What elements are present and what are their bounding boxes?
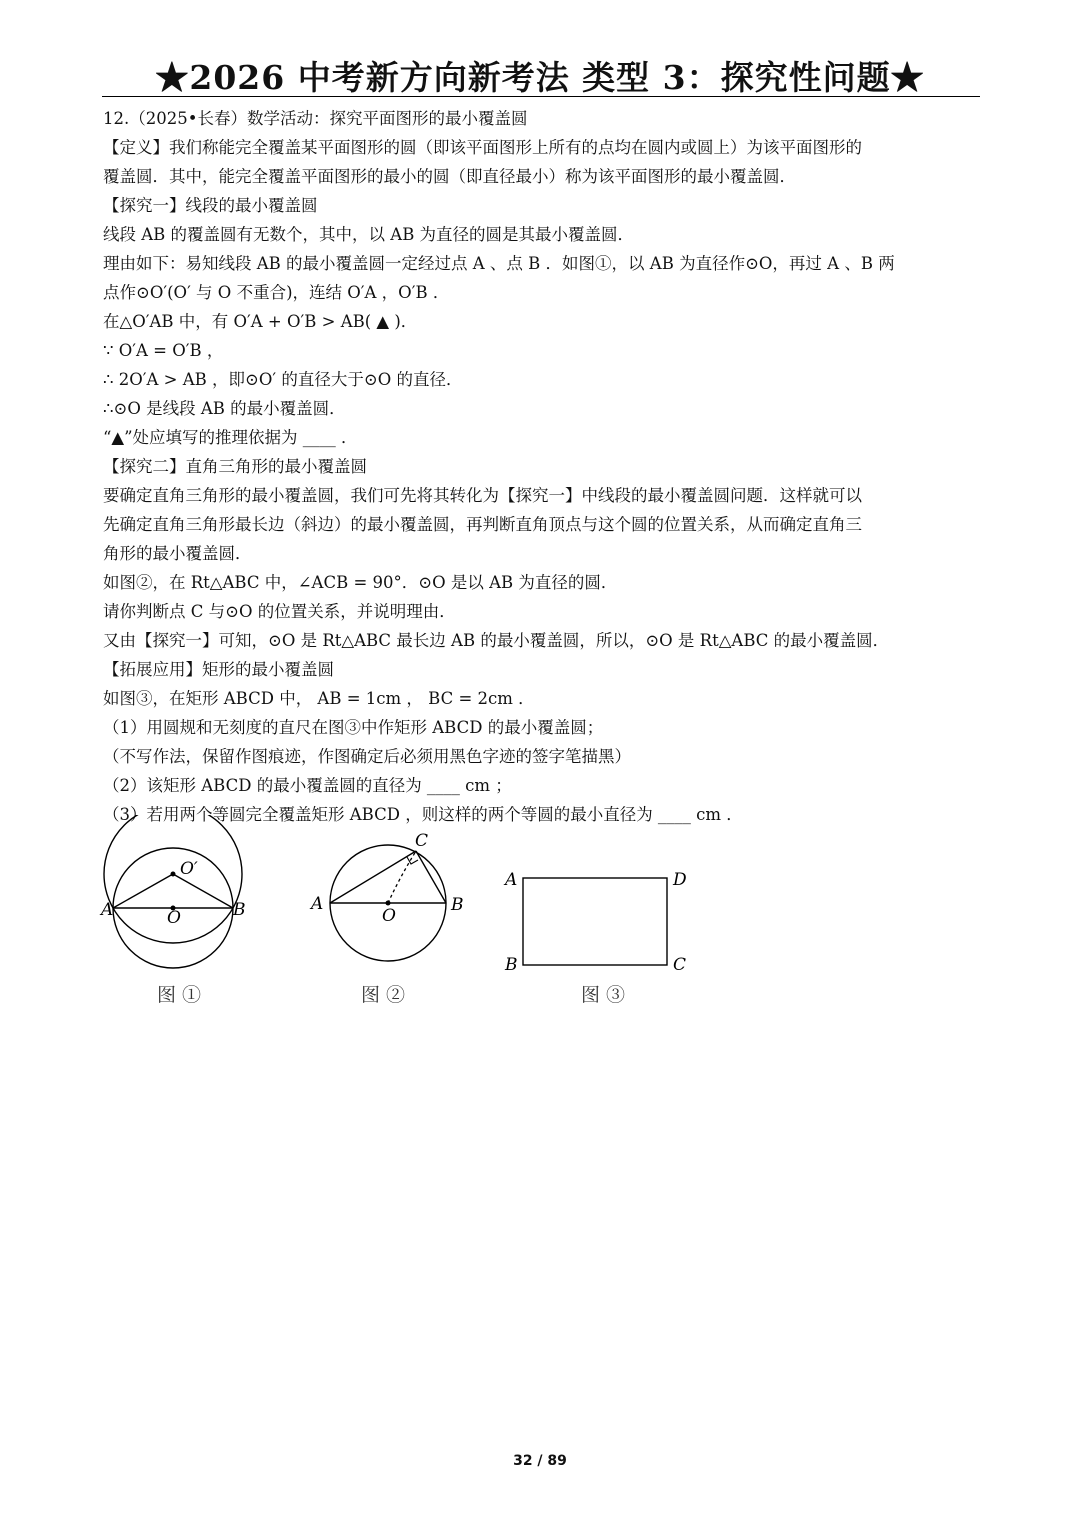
problem-line: （1）用圆规和无刻度的直尺在图③中作矩形 ABCD 的最小覆盖圆； — [103, 718, 604, 737]
figure-2 — [309, 831, 464, 1006]
problem-line: ∴ 2O′A > AB ，即⊙O′ 的直径大于⊙O 的直径． — [103, 370, 463, 389]
header-divider — [102, 96, 980, 97]
problem-line: 先确定直角三角形最长边（斜边）的最小覆盖圆，再判断直角顶点与这个圆的位置关系，从而确定直角三 — [103, 515, 862, 534]
problem-line: ∴⊙O 是线段 AB 的最小覆盖圆． — [103, 399, 346, 418]
problem-line: 角形的最小覆盖圆． — [103, 544, 252, 563]
problem-line: 在△O′AB 中，有 O′A + O′B > AB( ▲ )． — [103, 312, 418, 331]
page-title: ★2026 中考新方向新考法 类型 3：探究性问题★ — [155, 58, 925, 97]
problem-line: 线段 AB 的覆盖圆有无数个，其中，以 AB 为直径的圆是其最小覆盖圆． — [103, 225, 635, 244]
figure-3-caption: 图 ③ — [581, 984, 626, 1006]
problem-line: 【探究二】直角三角形的最小覆盖圆 — [103, 457, 367, 476]
figures — [95, 815, 715, 1015]
problem-line: 请你判断点 C 与⊙O 的位置关系，并说明理由． — [103, 602, 456, 621]
problem-line: 点作⊙O′(O′ 与 O 不重合)，连结 O′A ，O′B ． — [103, 283, 450, 302]
label-b: B — [451, 895, 464, 915]
figure-1 — [99, 815, 246, 1006]
segment-cb — [416, 851, 446, 903]
label-a: A — [505, 870, 518, 890]
problem-line: 【拓展应用】矩形的最小覆盖圆 — [103, 660, 334, 679]
answer-blank-line: （3）若用两个等圆完全覆盖矩形 ABCD ，则这样的两个等圆的最小直径为 ____ cm ． — [103, 805, 743, 824]
problem-line: 要确定直角三角形的最小覆盖圆，我们可先将其转化为【探究一】中线段的最小覆盖圆问题．这样就可以 — [103, 486, 862, 505]
problem-line: 又由【探究一】可知，⊙O 是 Rt△ABC 最长边 AB 的最小覆盖圆，所以，⊙O 是 Rt△ABC 的最小覆盖圆． — [103, 631, 890, 650]
segment-o-prime-b — [173, 874, 233, 908]
label-c: C — [673, 955, 687, 975]
label-o-prime: O′ — [180, 859, 198, 879]
answer-blank-line: （2）该矩形 ABCD 的最小覆盖圆的直径为 ____ cm ； — [103, 776, 512, 795]
answer-blank-line: “▲”处应填写的推理依据为 ____ ． — [103, 428, 358, 447]
figure-1-caption: 图 ① — [157, 984, 202, 1006]
point-o — [386, 901, 391, 906]
label-d: D — [673, 870, 687, 890]
label-a: A — [311, 894, 324, 914]
label-c: C — [415, 831, 429, 851]
label-o: O — [167, 908, 181, 928]
segment-o-prime-a — [113, 874, 173, 908]
page-number: 32 / 89 — [513, 1453, 567, 1469]
problem-line: 理由如下：易知线段 AB 的最小覆盖圆一定经过点 A 、点 B ．如图①，以 AB 为直径作⊙O，再过 A 、B 两 — [103, 254, 895, 273]
rectangle-abcd — [523, 878, 667, 965]
label-a: A — [101, 900, 114, 920]
right-angle-mark — [407, 857, 418, 864]
label-o: O — [382, 906, 396, 926]
problem-line: ∵ O′A = O′B ， — [103, 341, 224, 360]
figure-3 — [503, 870, 687, 1006]
problem-line: 如图②，在 Rt△ABC 中，∠ACB = 90°．⊙O 是以 AB 为直径的圆． — [103, 573, 618, 592]
problem-line: 如图③，在矩形 ABCD 中， AB = 1cm ， BC = 2cm ． — [103, 689, 535, 708]
segment-ac — [330, 851, 416, 903]
label-b: B — [233, 900, 246, 920]
problem-text — [103, 104, 979, 829]
problem-line: （不写作法，保留作图痕迹，作图确定后必须用黑色字迹的签字笔描黑） — [103, 747, 631, 766]
problem-line: 【探究一】线段的最小覆盖圆 — [103, 196, 318, 215]
problem-line: 【定义】我们称能完全覆盖某平面图形的圆（即该平面图形上所有的点均在圆内或圆上）为该平面图形的 — [103, 138, 862, 157]
point-o-prime — [171, 872, 176, 877]
figure-2-caption: 图 ② — [361, 984, 406, 1006]
label-b: B — [505, 955, 518, 975]
problem-line: 12.（2025•长春）数学活动：探究平面图形的最小覆盖圆 — [103, 109, 528, 128]
problem-line: 覆盖圆．其中，能完全覆盖平面图形的最小的圆（即直径最小）称为该平面图形的最小覆盖圆． — [103, 167, 796, 186]
